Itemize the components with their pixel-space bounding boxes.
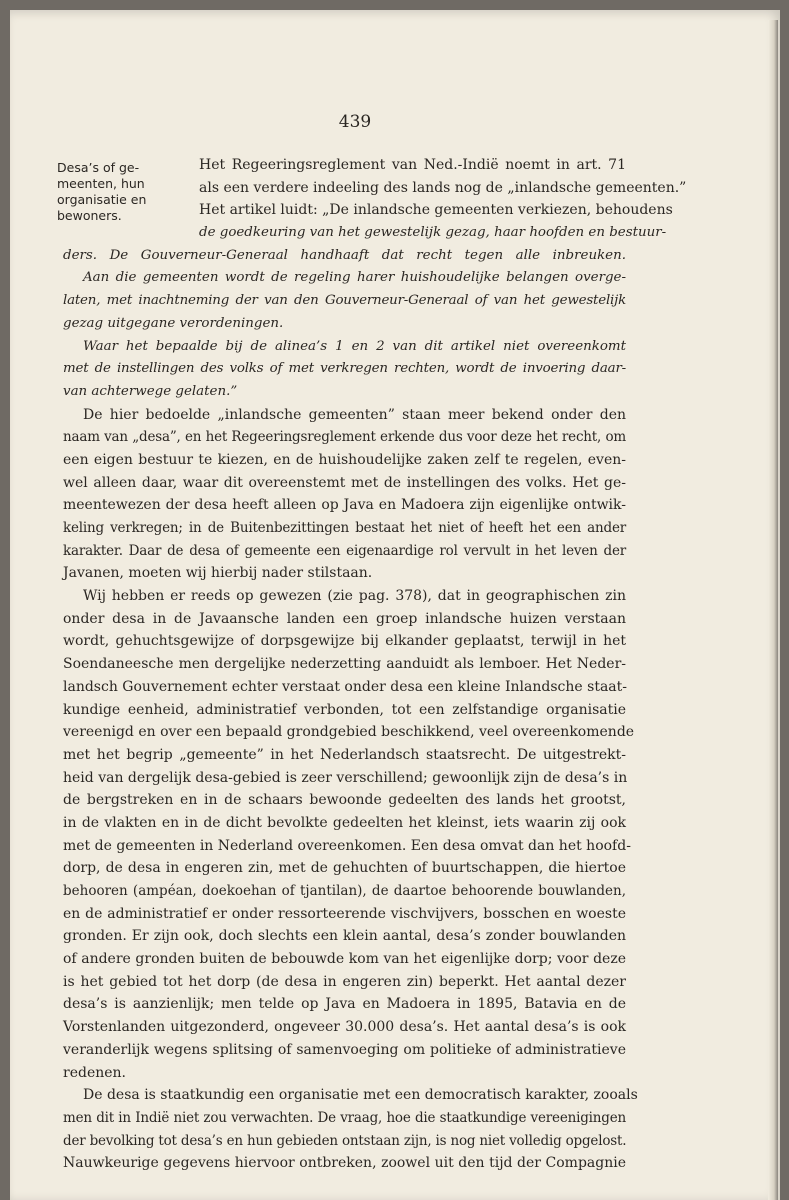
text-line: gronden. Er zijn ook, doch slechts een klein aantal, desa’s zonder bouwlanden (63, 928, 626, 945)
text-line: gezag uitgegane verordeningen. (63, 315, 284, 331)
text-line: dorp, de desa in engeren zin, met de gehuchten of buurtschappen, die hiertoe (63, 860, 626, 877)
margin-note-line: bewoners. (57, 208, 122, 223)
text-line: wordt, gehuchtsgewijze of dorpsgewijze bij elkander geplaatst, terwijl in het (63, 633, 626, 650)
text-line: in de vlakten en in de dicht bevolkte gedeelten het kleinst, iets waarin zij ook (63, 814, 626, 831)
text-line: Waar het bepaalde bij de alinea’s 1 en 2 van dit artikel niet overeenkomt (83, 338, 626, 354)
text-line: landsch Gouvernement echter verstaat onder desa een kleine Inlandsche staat- (63, 678, 627, 695)
margin-note-line: Desa’s of ge- (57, 160, 140, 175)
margin-note-line: organisatie en (57, 192, 147, 207)
text-line: de goedkeuring van het gewestelijk gezag, haar hoofden en bestuur- (199, 225, 667, 241)
text-line: laten, met inachtneming der van den Gouverneur-Generaal of van het gewestelijk (63, 293, 626, 309)
text-line: de bergstreken en in de schaars bewoonde gedeelten des lands het grootst, (63, 792, 626, 809)
text-line: ders. De Gouverneur-Generaal handhaaft dat recht tegen alle inbreuken. (63, 247, 626, 263)
text-line: wel alleen daar, waar dit overeenstemt met de instellingen des volks. Het ge- (63, 474, 626, 491)
body-text (63, 154, 687, 1175)
text-line: behooren (ampéan, doekoehan of tjantilan), de daartoe behoorende bouwlanden, (63, 883, 626, 899)
text-line: De desa is staatkundig een organisatie met een democratisch karakter, zooals (83, 1087, 638, 1104)
text-line: karakter. Daar de desa of gemeente een eigenaardige rol vervult in het leven der (63, 542, 626, 559)
page-number: 439 (338, 112, 372, 132)
text-line: Het artikel luidt: „De inlandsche gemeenten verkiezen, behoudens (199, 202, 673, 219)
text-line: redenen. (63, 1064, 126, 1081)
text-line: der bevolking tot desa’s en hun gebieden ontstaan zijn, is nog niet volledig opgelost. (63, 1132, 627, 1149)
text-line: of andere gronden buiten de bebouwde kom van het eigenlijke dorp; voor deze (63, 951, 626, 968)
text-line: met de instellingen des volks of met verkregen rechten, wordt de invoering daar- (63, 361, 626, 377)
text-line: naam van „desa”, en het Regeeringsreglement erkende dus voor deze het recht, om (63, 429, 626, 446)
text-line: kundige eenheid, administratief verbonden, tot een zelfstandige organisatie (63, 701, 626, 718)
text-line: van achterwege gelaten.” (63, 383, 238, 399)
text-line: met de gemeenten in Nederland overeenkomen. Een desa omvat dan het hoofd- (63, 837, 631, 854)
text-line: keling verkregen; in de Buitenbezittingen bestaat het niet of heeft het een ander (63, 520, 626, 536)
text-line: veranderlijk wegens splitsing of samenvoeging om politieke of administratieve (63, 1041, 626, 1058)
text-line: en de administratief er onder ressorteerende vischvijvers, bosschen en woeste (63, 905, 626, 922)
text-line: meentewezen der desa heeft alleen op Java en Madoera zijn eigenlijke ontwik- (63, 497, 626, 514)
text-line: De hier bedoelde „inlandsche gemeenten” staan meer bekend onder den (83, 406, 626, 423)
text-line: Het Regeeringsreglement van Ned.-Indië noemt in art. 71 (199, 157, 626, 173)
text-line: is het gebied tot het dorp (de desa in engeren zin) beperkt. Het aantal dezer (63, 973, 626, 990)
text-line: heid van dergelijk desa-gebied is zeer verschillend; gewoonlijk zijn de desa’s in (63, 769, 628, 786)
text-line: Javanen, moeten wij hierbij nader stilstaan. (63, 565, 373, 582)
text-line: Vorstenlanden uitgezonderd, ongeveer 30.000 desa’s. Het aantal desa’s is ook (63, 1019, 626, 1036)
text-line: als een verdere indeeling des lands nog de „inlandsche gemeenten.” (199, 179, 687, 196)
text-line: Aan die gemeenten wordt de regeling harer huishoudelijke belangen overge- (83, 270, 626, 286)
page-edge-shadow (768, 20, 778, 1200)
margin-note-line: meenten, hun (57, 176, 145, 191)
text-line: Soendaneesche men dergelijke nederzetting aanduidt als lemboer. Het Neder- (63, 656, 626, 673)
text-line: vereenigd en over een bepaald grondgebied beschikkend, veel overeenkomende (63, 724, 635, 741)
text-line: onder desa in de Javaansche landen een groep inlandsche huizen verstaan (63, 610, 626, 627)
text-line: desa’s is aanzienlijk; men telde op Java en Madoera in 1895, Batavia en de (63, 996, 626, 1013)
text-line: men dit in Indië niet zou verwachten. De vraag, hoe die staatkundige vereenigingen (63, 1109, 626, 1126)
text-line: Wij hebben er reeds op gewezen (zie pag. 378), dat in geographischen zin (83, 588, 626, 605)
text-line: een eigen bestuur te kiezen, en de huishoudelijke zaken zelf te regelen, even- (63, 451, 626, 468)
text-line: met het begrip „gemeente” in het Nederlandsch staatsrecht. De uitgestrekt- (63, 746, 626, 763)
text-line: Nauwkeurige gegevens hiervoor ontbreken, zoowel uit den tijd der Compagnie (63, 1155, 626, 1172)
